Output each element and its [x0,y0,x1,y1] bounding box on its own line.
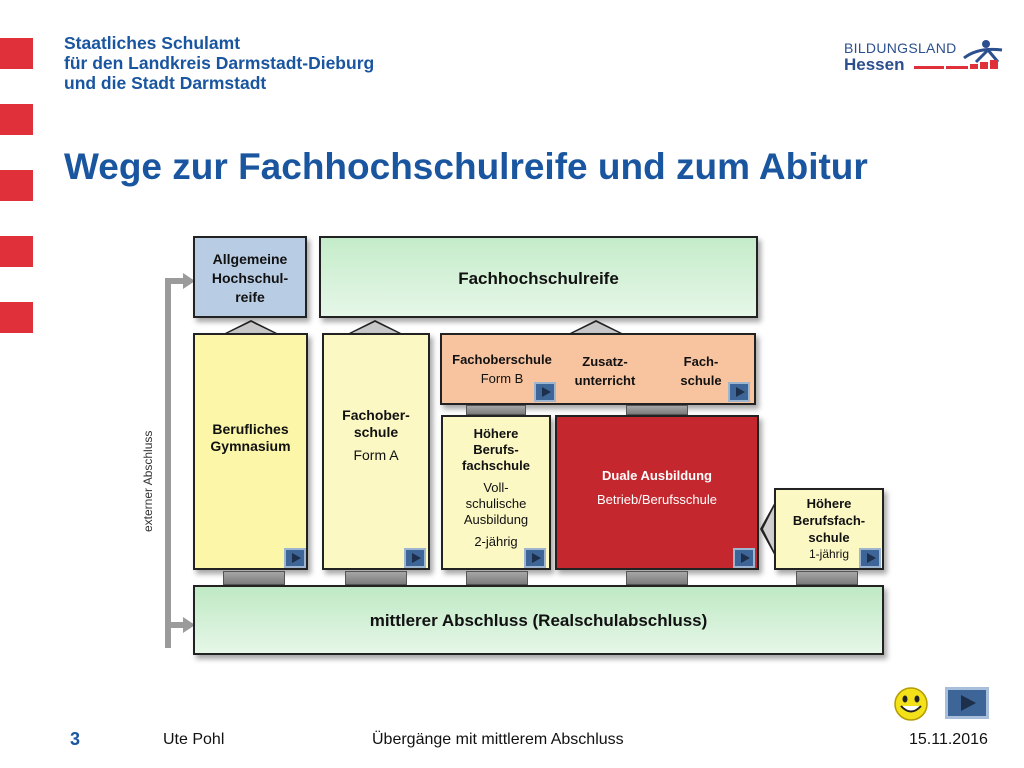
connector-block [466,405,526,415]
box-text: Berufliches [212,421,289,437]
box-text: unterricht [574,373,636,388]
duale-ausbildung-box [555,415,759,570]
fachhochschulreife-box [319,236,758,318]
red-square-decoration [0,302,33,333]
logo-line1: BILDUNGSLAND [844,40,957,56]
connector-block [223,571,285,585]
box-text: Form B [480,371,524,386]
footer-date: 15.11.2016 [909,731,988,748]
header-line: Staatliches Schulamt [64,33,241,53]
berufliches-gymnasium-box [193,333,308,570]
box-text: schule [808,530,850,545]
play-icon[interactable] [534,382,556,402]
box-text: schulische [465,496,527,511]
header-line: für den Landkreis Darmstadt-Dieburg [64,53,375,73]
box-text: Berufsfach- [792,513,866,528]
red-square-decoration [0,236,33,267]
box-text: 2-jährig [474,534,518,549]
box-text: Hochschul- [211,270,289,286]
connector-block [345,571,407,585]
box-text: Ausbildung [463,512,529,527]
box-text: Höhere [806,496,852,511]
connector-block [626,571,688,585]
box-title: Fachhochschulreife [458,269,619,288]
box-text: Fachoberschule [452,352,552,367]
up-arrow-icon [223,320,279,334]
fos-b-column [452,352,552,386]
box-text: schule [353,424,399,440]
footer-topic: Übergänge mit mittlerem Abschluss [372,731,624,748]
play-icon [961,695,976,711]
box-text: Form A [353,447,399,463]
school-authority-header [64,33,374,93]
up-arrow-icon [568,320,624,334]
logo-line2: Hessen [844,55,905,74]
bildungsland-logo [844,38,1004,74]
play-icon[interactable] [284,548,306,568]
box-text: reife [235,289,265,305]
general-university-entrance-box [193,236,307,318]
box-text: Allgemeine [212,251,288,267]
red-square-decoration [0,38,33,69]
box-text: Höhere [473,426,519,441]
fachoberschule-form-b-group-box [440,333,756,405]
page-title: Wege zur Fachhochschulreife und zum Abitur [64,146,868,187]
box-text: Berufs- [473,442,519,457]
box-text: 1-jährig [808,547,850,561]
hoehere-berufsfachschule-2j-box [441,415,551,570]
page-number: 3 [70,729,81,749]
zusatz-column [560,352,650,390]
external-degree-label: externer Abschluss [141,430,155,532]
box-text: Voll- [483,480,509,495]
footer-author: Ute Pohl [163,731,225,748]
box-title: mittlerer Abschluss (Realschulabschluss) [369,611,708,630]
connector-block [626,405,688,415]
connector-block [466,571,528,585]
next-slide-button[interactable] [945,687,989,719]
red-square-decoration [0,104,33,135]
play-icon[interactable] [733,548,755,568]
side-bracket-line [165,280,171,648]
fachoberschule-form-a-box [322,333,430,570]
box-text: Fachober- [342,407,410,423]
smiley-icon [893,686,929,722]
logo-figure-icon [906,38,1004,74]
play-icon[interactable] [404,548,426,568]
box-text: Gymnasium [210,438,291,454]
box-text: Zusatz- [582,354,628,369]
box-text: Betrieb/Berufsschule [597,492,717,507]
mittlerer-abschluss-box [193,585,884,655]
connector-block [796,571,858,585]
box-title: Duale Ausbildung [601,468,713,483]
play-icon[interactable] [859,548,881,568]
box-text: schule [680,373,722,388]
play-icon[interactable] [728,382,750,402]
box-text: Fach- [683,354,719,369]
box-text: fachschule [462,458,530,473]
play-icon[interactable] [524,548,546,568]
header-line: und die Stadt Darmstadt [64,73,267,93]
red-square-decoration [0,170,33,201]
up-arrow-icon [347,320,403,334]
